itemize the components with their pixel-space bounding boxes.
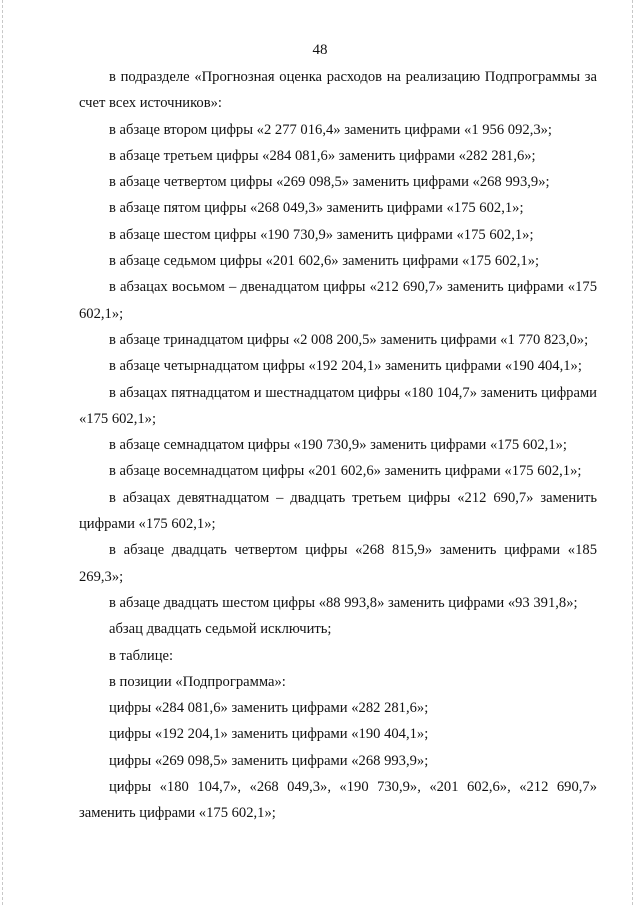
paragraph-17: абзац двадцать седьмой исключить; xyxy=(109,621,332,638)
paragraph-21: цифры «192 204,1» заменить цифрами «190 404,1»; xyxy=(109,726,429,743)
scan-edge-right xyxy=(632,0,633,905)
paragraph-3: в абзаце третьем цифры «284 081,6» заменить цифрами «282 281,6»; xyxy=(109,147,536,164)
paragraph-6: в абзаце шестом цифры «190 730,9» заменить цифрами «175 602,1»; xyxy=(109,226,534,243)
paragraph-19: в позиции «Подпрограмма»: xyxy=(109,673,286,690)
paragraph-18: в таблице: xyxy=(109,647,174,664)
paragraph-9: в абзаце тринадцатом цифры «2 008 200,5» заменить цифрами «1 770 823,0»; xyxy=(109,331,589,348)
paragraph-5: в абзаце пятом цифры «268 049,3» заменить цифрами «175 602,1»; xyxy=(109,200,524,217)
document-body xyxy=(79,64,597,827)
paragraph-11: в абзацах пятнадцатом и шестнадцатом цифры «180 104,7» заменить цифрами «175 602,1»; xyxy=(79,384,597,427)
scan-edge-left xyxy=(2,0,3,905)
paragraph-2: в абзаце втором цифры «2 277 016,4» заменить цифрами «1 956 092,3»; xyxy=(109,121,552,138)
page-number: 48 xyxy=(312,42,328,58)
paragraph-4: в абзаце четвертом цифры «269 098,5» заменить цифрами «268 993,9»; xyxy=(109,174,550,191)
paragraph-8: в абзацах восьмом – двенадцатом цифры «212 690,7» заменить цифрами «175 602,1»; xyxy=(79,279,597,322)
paragraph-20: цифры «284 081,6» заменить цифрами «282 281,6»; xyxy=(109,700,429,717)
paragraph-15: в абзаце двадцать четвертом цифры «268 815,9» заменить цифрами «185 269,3»; xyxy=(79,542,597,585)
paragraph-14: в абзацах девятнадцатом – двадцать третьем цифры «212 690,7» заменить цифрами «175 602,1»; xyxy=(79,489,597,533)
paragraph-16: в абзаце двадцать шестом цифры «88 993,8» заменить цифрами «93 391,8»; xyxy=(109,594,578,611)
paragraph-7: в абзаце седьмом цифры «201 602,6» заменить цифрами «175 602,1»; xyxy=(109,253,540,270)
paragraph-23: цифры «180 104,7», «268 049,3», «190 730,9», «201 602,6», «212 690,7» заменить цифрами «175 602,1»; xyxy=(79,779,597,822)
paragraph-13: в абзаце восемнадцатом цифры «201 602,6» заменить цифрами «175 602,1»; xyxy=(109,463,582,480)
paragraph-10: в абзаце четырнадцатом цифры «192 204,1» заменить цифрами «190 404,1»; xyxy=(109,358,582,375)
paragraph-1: в подразделе «Прогнозная оценка расходов на реализацию Подпрограммы за счет всех источников»: xyxy=(79,69,597,112)
paragraph-12: в абзаце семнадцатом цифры «190 730,9» заменить цифрами «175 602,1»; xyxy=(109,437,567,454)
paragraph-22: цифры «269 098,5» заменить цифрами «268 993,9»; xyxy=(109,752,429,769)
